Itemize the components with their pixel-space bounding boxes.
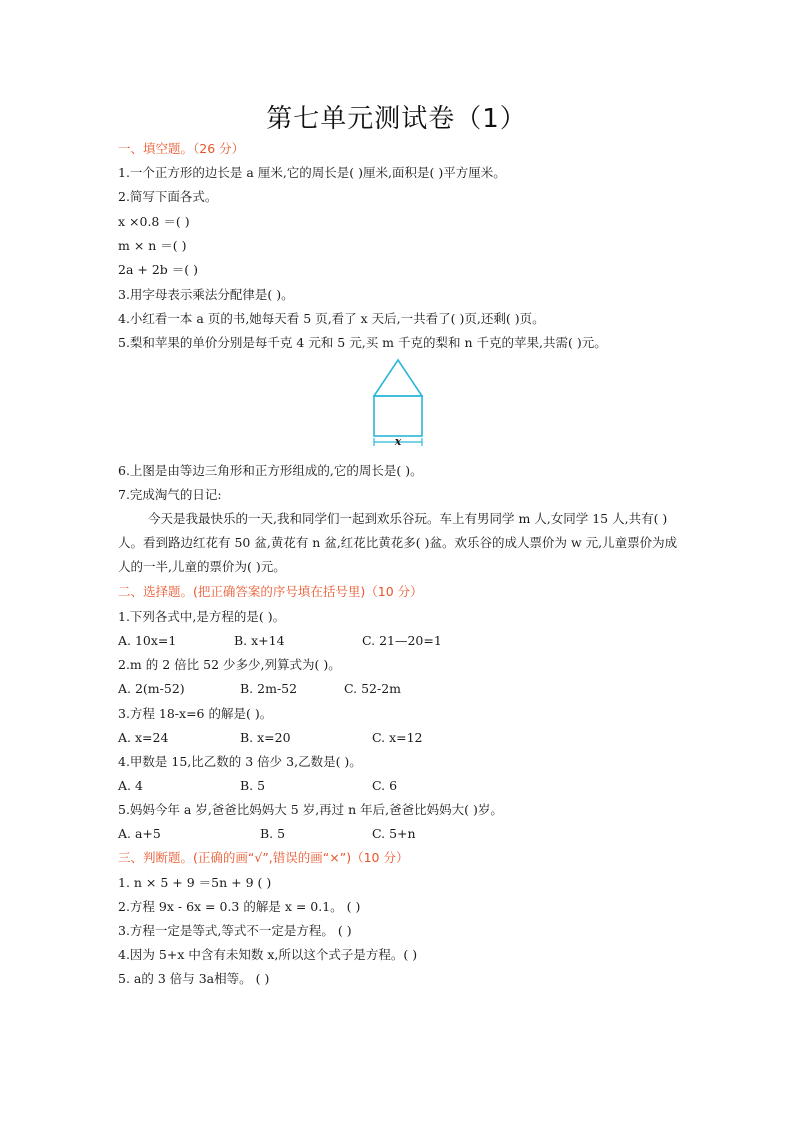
choice-question-4: 4.甲数是 15,比乙数的 3 倍少 3,乙数是( )。 [118,754,362,769]
judge-question-3: 3.方程一定是等式,等式不一定是方程。 ( ) [118,923,352,938]
choice-1-option-a: A. 10x=1 [118,633,177,648]
choice-question-3: 3.方程 18-x=6 的解是( )。 [118,706,273,721]
judge-question-5: 5. a的 3 倍与 3a相等。 ( ) [118,971,270,986]
choice-2-option-a: A. 2(m-52) [118,681,185,696]
choice-1-option-b: B. x+14 [234,633,285,648]
diary-paragraph: 今天是我最快乐的一天,我和同学们一起到欢乐谷玩。车上有男同学 m 人,女同学 15 人,共有( )人。看到路边红花有 50 盆,黄花有 n 盆,红花比黄花多( )盆。欢乐谷的成人票价为 w 元,儿童票价为成人的一半,儿童的票价为( )元。 [118,511,678,574]
choice-3-option-c: C. x=12 [372,730,423,745]
fill-question-2c: 2a + 2b ＝( ) [118,262,198,277]
dimension-label: x [394,435,402,448]
house-shape-figure [372,358,424,448]
fill-question-2a: x ×0.8 ＝( ) [118,214,190,229]
choice-5-option-a: A. a+5 [118,826,161,841]
choice-2-option-b: B. 2m-52 [240,681,298,696]
fill-question-2b: m × n ＝( ) [118,238,187,253]
choice-2-option-c: C. 52-2m [344,681,402,696]
choice-3-option-a: A. x=24 [118,730,169,745]
section-heading-judge: 三、判断题。(正确的画“√”,错误的画“×”)（10 分） [118,850,409,865]
choice-question-1: 1.下列各式中,是方程的是( )。 [118,609,286,624]
choice-3-option-b: B. x=20 [240,730,291,745]
judge-question-1: 1. n × 5 + 9 ＝5n + 9 ( ) [118,875,272,890]
choice-4-option-a: A. 4 [118,778,143,793]
fill-question-2: 2.简写下面各式。 [118,189,218,204]
choice-4-option-c: C. 6 [372,778,398,793]
choice-5-option-c: C. 5+n [372,826,416,841]
fill-question-4: 4.小红看一本 a 页的书,她每天看 5 页,看了 x 天后,一共看了( )页,还剩( )页。 [118,311,545,326]
fill-question-7: 7.完成淘气的日记: [118,487,222,502]
choice-question-2: 2.m 的 2 倍比 52 少多少,列算式为( )。 [118,657,341,672]
fill-question-1: 1.一个正方形的边长是 a 厘米,它的周长是( )厘米,面积是( )平方厘米。 [118,165,506,180]
fill-question-3: 3.用字母表示乘法分配律是( )。 [118,287,294,302]
choice-question-5: 5.妈妈今年 a 岁,爸爸比妈妈大 5 岁,再过 n 年后,爸爸比妈妈大( )岁。 [118,802,503,817]
choice-1-option-c: C. 21—20=1 [362,633,442,648]
fill-question-5: 5.梨和苹果的单价分别是每千克 4 元和 5 元,买 m 千克的梨和 n 千克的苹果,共需( )元。 [118,335,607,350]
choice-5-option-b: B. 5 [260,826,286,841]
section-heading-choice: 二、选择题。(把正确答案的序号填在括号里)（10 分） [118,584,423,599]
page-title: 第七单元测试卷（1） [266,104,527,134]
triangle-shape [374,360,422,396]
judge-question-4: 4.因为 5+x 中含有未知数 x,所以这个式子是方程。( ) [118,947,418,962]
square-shape [374,396,422,436]
choice-4-option-b: B. 5 [240,778,266,793]
section-heading-fill-blank: 一、填空题。（26 分） [118,141,245,156]
fill-question-6: 6.上图是由等边三角形和正方形组成的,它的周长是( )。 [118,463,423,478]
judge-question-2: 2.方程 9x - 6x = 0.3 的解是 x = 0.1。 ( ) [118,899,361,914]
